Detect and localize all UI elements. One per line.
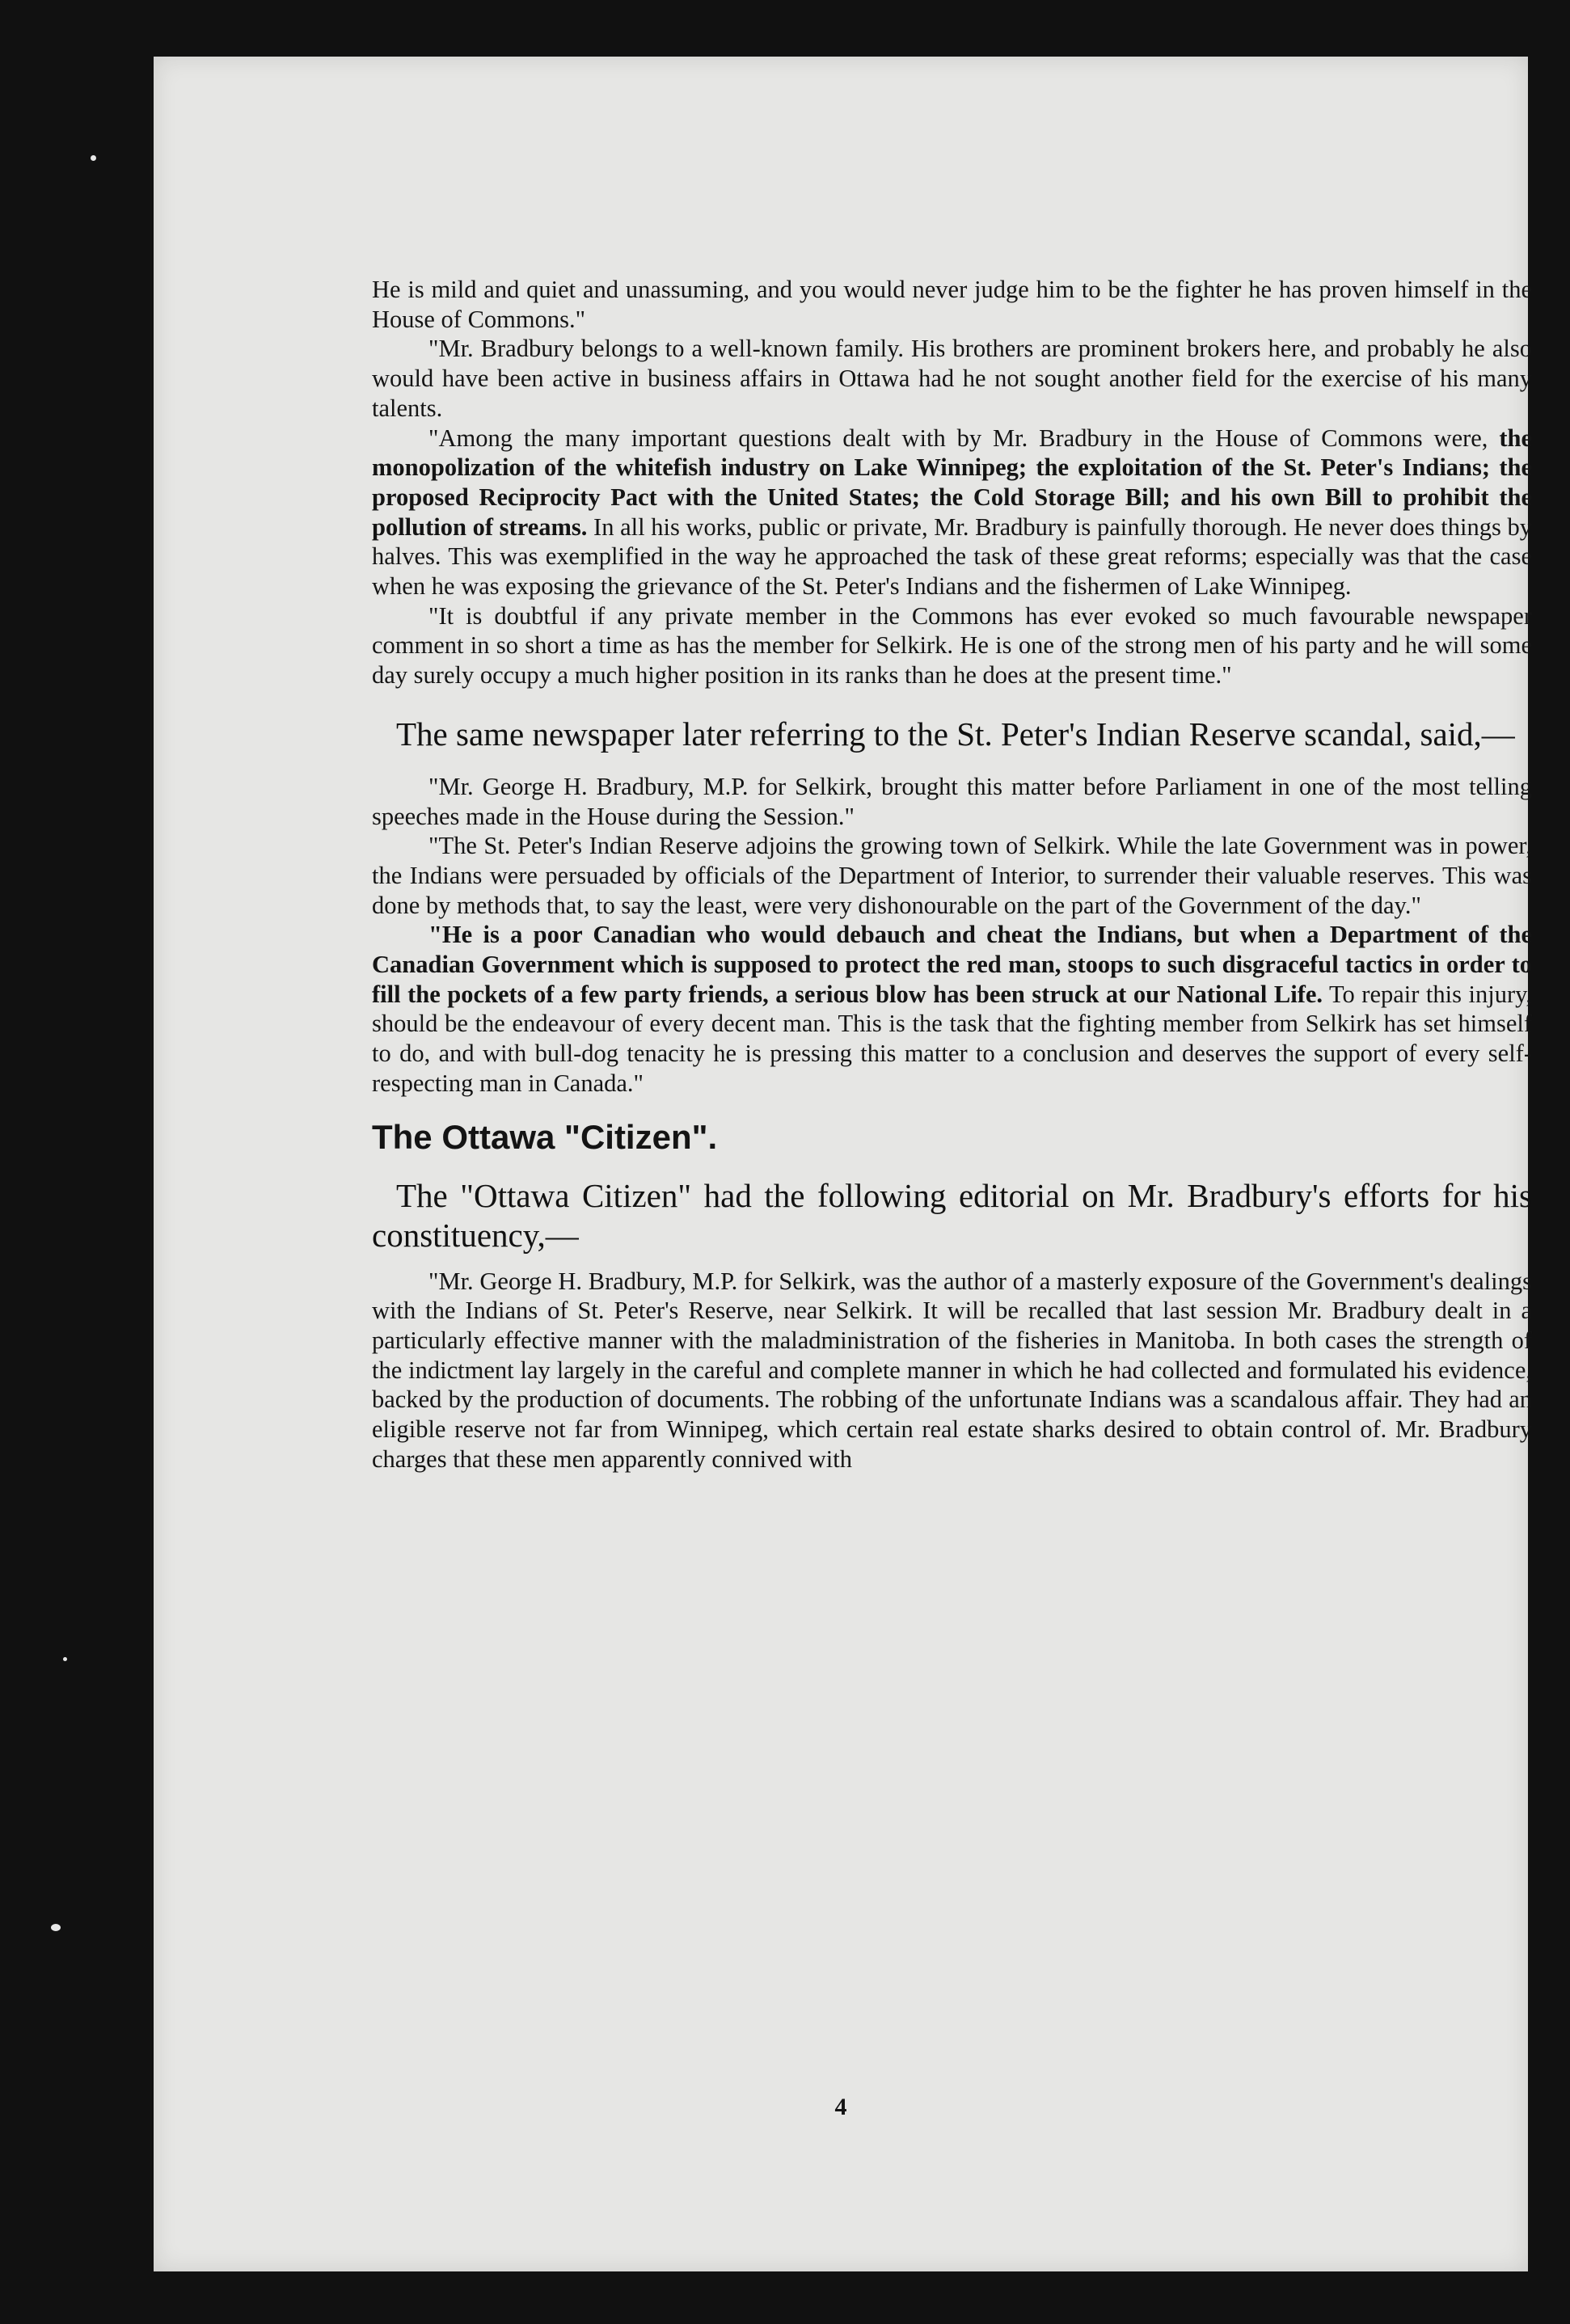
poor-canadian-bold: "He is a poor Canadian who would debauch and cheat the Indians, but when a Department of the Canadian Government which is supposed to protect the red man, stoops to such disgraceful tactics in order to fill the pockets of a few party friends, a serious blow has been struck at our National Life. — [372, 921, 1532, 1008]
scan-speck — [63, 1657, 67, 1661]
paragraph-poor-canadian — [372, 920, 1532, 1098]
page-number: 4 — [834, 2094, 847, 2120]
scan-speck — [91, 155, 96, 161]
paragraph-well-known-family: "Mr. Bradbury belongs to a well-known family. His brothers are prominent brokers here, and probably he also would have been active in business affairs in Ottawa had he not sought another field for the exercise of his many talents. — [372, 335, 1532, 422]
lead-ottawa-citizen: The "Ottawa Citizen" had the following editorial on Mr. Bradbury's efforts for his constituency,— — [372, 1176, 1532, 1254]
lead-same-newspaper: The same newspaper later referring to the St. Peter's Indian Reserve scandal, said,— — [396, 715, 1515, 753]
page-body — [372, 275, 1532, 1474]
paragraph-reserve-adjoins: "The St. Peter's Indian Reserve adjoins the growing town of Selkirk. While the late Government was in power, the Indians were persuaded by officials of the Department of Interior, to surrender their valuable reserves. This was done by methods that, to say the least, were very dishonourable on the part of the Government of the day." — [372, 832, 1532, 919]
section-heading-ottawa-citizen: The Ottawa "Citizen". — [372, 1117, 718, 1156]
poor-canadian-rest: To repair this injury, should be the endeavour of every decent man. This is the task that the fighting member from Selkirk has set himself to do, and with bull-dog tenacity he is pressing this matter to a conclusion and deserves the support of every self-respecting man in Canada." — [372, 980, 1533, 1097]
paragraph-important-questions — [372, 424, 1532, 601]
paragraph-citizen-editorial: "Mr. George H. Bradbury, M.P. for Selkirk, was the author of a masterly exposure of the Government's dealings with the Indians of St. Peter's Reserve, near Selkirk. It will be recalled that last session Mr. Bradbury dealt in a particularly effective manner with the maladministration of the fisheries in Manitoba. In both cases the strength of the indictment lay largely in the careful and complete manner in which he had collected and formulated his evidence, backed by the production of documents. The robbing of the unfortunate Indians was a scandalous affair. They had an eligible reserve not far from Winnipeg, which certain real estate sharks desired to obtain control of. Mr. Bradbury charges that these men apparently connived with — [372, 1267, 1532, 1473]
paragraph-brought-matter: "Mr. George H. Bradbury, M.P. for Selkirk, brought this matter before Parliament in one of the most telling speeches made in the House during the Session." — [372, 772, 1532, 830]
paragraph-mild-quiet: He is mild and quiet and unassuming, and you would never judge him to be the fighter he has proven himself in the House of Commons." — [372, 276, 1532, 333]
scan-speck — [51, 1924, 61, 1931]
important-questions-rest: In all his works, public or private, Mr. Bradbury is painfully thorough. He never does things by halves. This was exemplified in the way he approached the task of these great reforms; especially was that the case when he was exposing the grievance of the St. Peter's Indians and the fishermen of Lake Winnipeg. — [372, 512, 1532, 601]
paragraph-doubtful: "It is doubtful if any private member in the Commons has ever evoked so much favourable newspaper comment in so short a time as has the member for Selkirk. He is one of the strong men of his party and he will some day surely occupy a much higher position in its ranks than he does at the present time." — [372, 601, 1532, 690]
important-questions-intro: "Among the many important questions dealt with by Mr. Bradbury in the House of Commons were, — [428, 424, 1488, 452]
scanned-page — [154, 57, 1533, 2271]
important-questions-bold: the monopolization of the whitefish industry on Lake Winnipeg; the exploitation of the St. Peter's Indians; the proposed Reciprocity Pact with the United States; the Cold Storage Bill; and his own Bill to prohibit the pollution of streams. — [372, 424, 1533, 541]
